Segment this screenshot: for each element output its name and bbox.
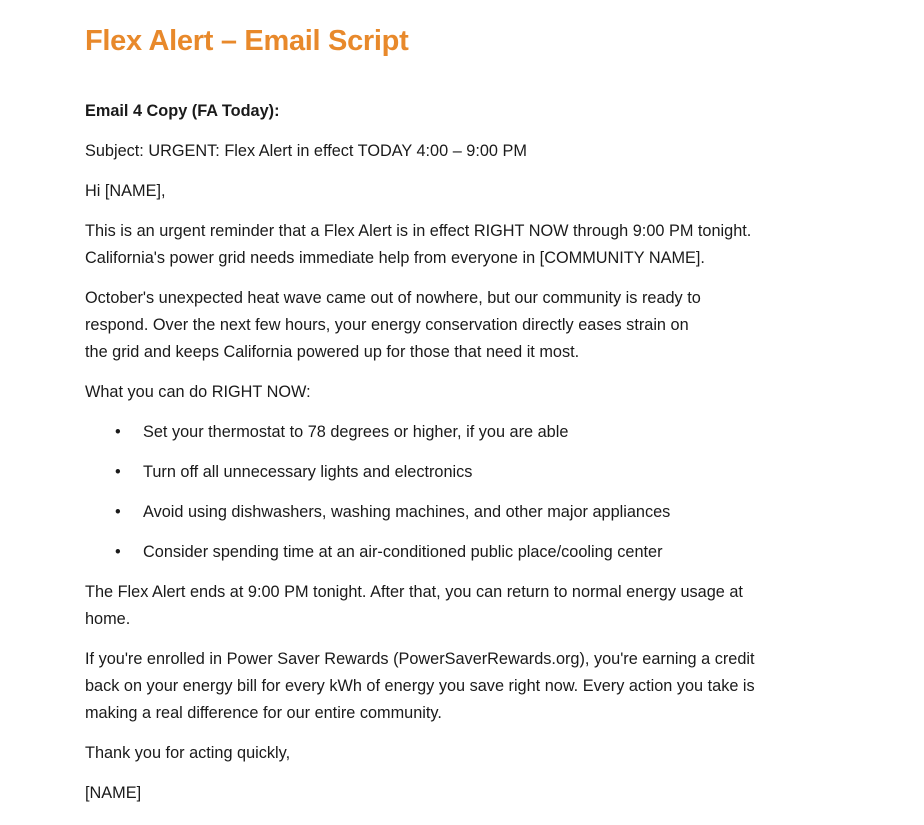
paragraph-line: the grid and keeps California powered up for those that need it most. <box>85 343 580 361</box>
email-subject: Subject: URGENT: Flex Alert in effect TODAY 4:00 – 9:00 PM <box>85 142 527 160</box>
bullet-icon: • <box>115 503 121 521</box>
email-signoff: Thank you for acting quickly, <box>85 744 291 762</box>
paragraph-line: respond. Over the next few hours, your energy conservation directly eases strain on <box>85 316 689 334</box>
action-item <box>85 539 885 566</box>
action-item-text: Turn off all unnecessary lights and electronics <box>143 463 473 481</box>
email-greeting: Hi [NAME], <box>85 182 166 200</box>
bullet-icon: • <box>115 543 121 561</box>
document-page <box>85 22 885 807</box>
paragraph-line: October's unexpected heat wave came out of nowhere, but our community is ready to <box>85 289 701 307</box>
paragraph-line: This is an urgent reminder that a Flex Alert is in effect RIGHT NOW through 9:00 PM tonight. <box>85 222 752 240</box>
paragraph-line: California's power grid needs immediate help from everyone in [COMMUNITY NAME]. <box>85 249 705 267</box>
paragraph-rewards <box>85 646 885 727</box>
paragraph-line: home. <box>85 610 131 628</box>
action-item <box>85 419 885 446</box>
action-item-text: Avoid using dishwashers, washing machines, and other major appliances <box>143 503 671 521</box>
email-signature: [NAME] <box>85 784 142 802</box>
email-heading: Email 4 Copy (FA Today): <box>85 102 280 120</box>
action-item-text: Consider spending time at an air-conditioned public place/cooling center <box>143 543 663 561</box>
actions-intro: What you can do RIGHT NOW: <box>85 383 311 401</box>
bullet-icon: • <box>115 463 121 481</box>
bullet-icon: • <box>115 423 121 441</box>
paragraph-heat-wave <box>85 285 885 366</box>
action-item <box>85 499 885 526</box>
paragraph-line: back on your energy bill for every kWh of energy you save right now. Every action you take is <box>85 677 755 695</box>
action-item <box>85 459 885 486</box>
paragraph-urgent-reminder <box>85 218 885 272</box>
paragraph-alert-ends <box>85 579 885 633</box>
paragraph-line: The Flex Alert ends at 9:00 PM tonight. After that, you can return to normal energy usage at <box>85 583 743 601</box>
paragraph-line: making a real difference for our entire community. <box>85 704 442 722</box>
paragraph-line: If you're enrolled in Power Saver Rewards (PowerSaverRewards.org), you're earning a credit <box>85 650 755 668</box>
action-item-text: Set your thermostat to 78 degrees or higher, if you are able <box>143 423 569 441</box>
document-title: Flex Alert – Email Script <box>85 25 409 57</box>
action-list <box>85 419 885 566</box>
